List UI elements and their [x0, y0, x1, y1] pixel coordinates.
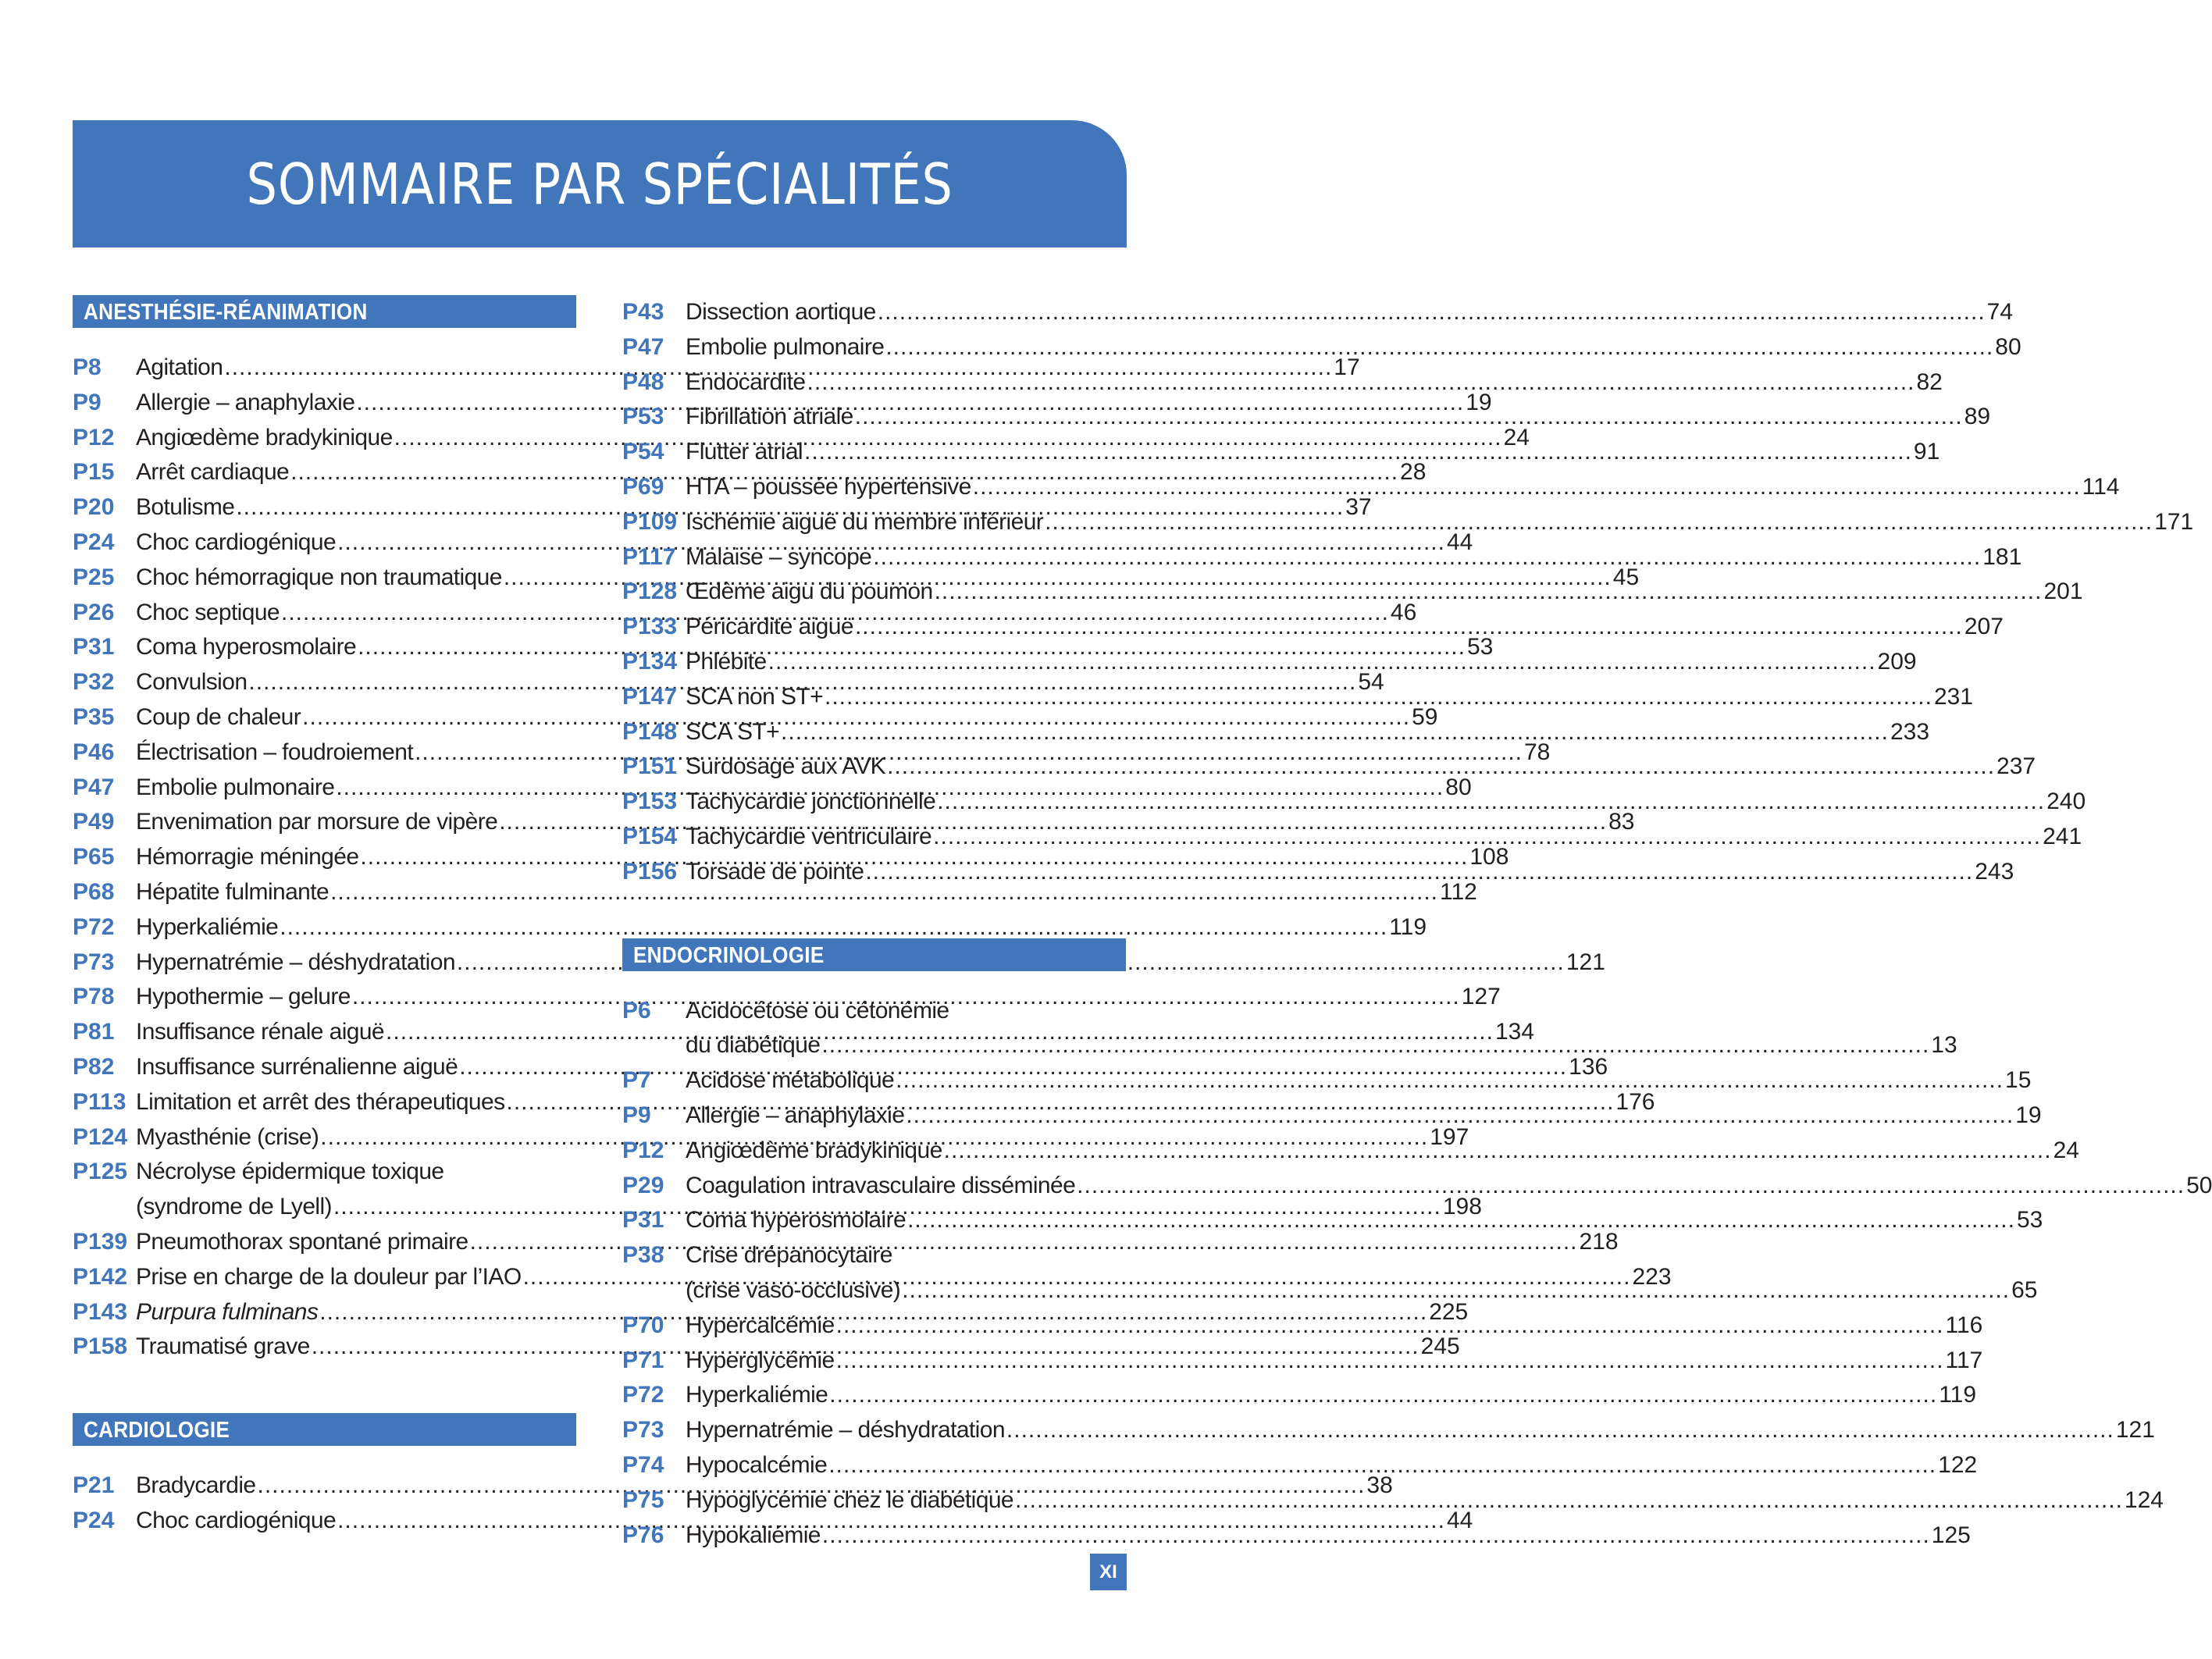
entry-page: 54 — [1358, 669, 1384, 696]
dot-leader — [825, 680, 1932, 715]
entry-title: Angiœdème bradykinique — [686, 1137, 942, 1163]
entry-code: P9 — [622, 1102, 651, 1128]
dot-leader — [822, 1518, 1930, 1554]
entry-title: (crise vaso-occlusive) — [686, 1276, 901, 1303]
dot-leader — [821, 1028, 1929, 1063]
entry-code: P142 — [73, 1263, 128, 1290]
page-number-badge: XI — [1090, 1554, 1127, 1590]
entry-code: P117 — [622, 543, 676, 570]
entry-code: P125 — [73, 1159, 128, 1185]
entry-title: Hypothermie – gelure — [136, 984, 351, 1010]
entry-body — [686, 1203, 2043, 1238]
entry-body — [686, 1308, 1982, 1344]
entry-title: SCA non ST+ — [686, 683, 824, 710]
entry-title: Choc hémorragique non traumatique — [136, 564, 502, 590]
entry-line — [686, 1483, 2164, 1518]
entry-title: Hépatite fulminante — [136, 878, 329, 905]
dot-leader — [1077, 1169, 2185, 1204]
entry-page: 19 — [2015, 1102, 2042, 1128]
entry-code: P68 — [73, 878, 115, 905]
entry-title: Choc septique — [136, 599, 280, 625]
entry-line — [686, 540, 2021, 575]
dot-leader — [1006, 1413, 2114, 1448]
entry-page: 15 — [2005, 1067, 2032, 1094]
entry-title: Purpura fulminans — [136, 1298, 319, 1325]
entry-code: P9 — [73, 389, 102, 415]
entry-title: Coma hyperosmolaire — [686, 1207, 907, 1234]
entry-line — [686, 575, 2083, 610]
entry-line — [686, 1134, 2079, 1169]
dot-leader — [768, 645, 1876, 680]
dot-leader — [1045, 505, 2153, 540]
entry-page: 207 — [1964, 614, 2004, 640]
toc-entry[interactable] — [622, 295, 2014, 330]
entry-code: P147 — [622, 683, 678, 710]
entry-body — [686, 400, 1990, 435]
entry-body — [686, 1448, 1977, 1483]
entry-page: 74 — [1986, 299, 2014, 325]
entry-title: Péricardite aiguë — [686, 614, 853, 640]
entry-title: Dissection aortique — [686, 299, 876, 325]
entry-line — [686, 1448, 1977, 1483]
entry-page: 80 — [1445, 774, 1472, 800]
entry-page: 201 — [2043, 579, 2083, 605]
entry-title: Hypoglycémie chez le diabétique — [686, 1486, 1013, 1513]
entry-body — [686, 749, 2036, 785]
entry-code: P65 — [73, 844, 115, 870]
entry-body — [686, 1378, 1976, 1413]
entry-page: 218 — [1579, 1228, 1619, 1255]
entry-body — [686, 820, 2082, 855]
entry-line — [686, 680, 1973, 715]
entry-body — [686, 330, 2021, 365]
entry-title-part: Nécrolyse épidermique toxique — [136, 1159, 444, 1185]
entry-title: Hémorragie méningée — [136, 844, 359, 870]
page-title: SOMMAIRE PAR SPÉCIALITÉS — [246, 151, 953, 217]
entry-code: P113 — [73, 1088, 126, 1115]
entry-title: Hypokaliémie — [686, 1522, 821, 1548]
entry-code: P81 — [73, 1019, 115, 1045]
entry-code: P38 — [622, 1242, 664, 1269]
entry-page: 119 — [1939, 1382, 1977, 1408]
entry-code: P8 — [73, 354, 102, 380]
entry-code: P29 — [622, 1172, 664, 1198]
entry-code: P69 — [622, 473, 664, 500]
section-heading — [73, 1413, 576, 1446]
entry-page: 59 — [1412, 703, 1438, 730]
entry-code: P82 — [73, 1053, 115, 1080]
entry-code: P24 — [73, 1507, 115, 1533]
entry-page: 89 — [1964, 404, 1991, 430]
entry-title: HTA – poussée hypertensive — [686, 473, 971, 500]
entry-body — [686, 575, 2083, 610]
entry-page: 82 — [1916, 368, 1943, 395]
entry-page: 127 — [1461, 984, 1501, 1010]
entry-page: 50 — [2186, 1172, 2212, 1198]
entry-line — [686, 505, 2193, 540]
entry-line — [686, 1308, 1982, 1344]
entry-code: P12 — [622, 1137, 664, 1163]
entry-body — [686, 610, 2004, 645]
entry-title-part: Acidocétose ou cétonémie — [686, 997, 949, 1024]
entry-line — [686, 1413, 2155, 1448]
entry-body — [686, 1098, 2042, 1134]
entry-line — [686, 365, 1943, 401]
entry-page: 209 — [1877, 648, 1917, 675]
entry-title: SCA ST+ — [686, 718, 780, 745]
entry-page: 119 — [1389, 913, 1427, 940]
entry-body — [686, 1518, 1971, 1554]
entry-title: Coma hyperosmolaire — [136, 634, 357, 660]
entry-line — [686, 715, 1929, 750]
entry-code: P6 — [622, 997, 651, 1024]
entry-title: Convulsion — [136, 669, 248, 696]
entry-page: 78 — [1524, 739, 1551, 765]
entry-page: 134 — [1494, 1019, 1535, 1045]
dot-leader — [887, 749, 1995, 785]
dot-leader — [865, 855, 1973, 890]
entry-line — [686, 610, 2004, 645]
dot-leader — [973, 470, 2081, 505]
entry-page: 44 — [1446, 1507, 1473, 1533]
entry-body — [686, 645, 1917, 680]
dot-leader — [885, 330, 1993, 365]
toc-entry[interactable] — [622, 330, 2021, 365]
toc-entry[interactable] — [622, 1169, 2212, 1204]
entry-code: P153 — [622, 789, 678, 815]
entry-body — [686, 295, 2013, 330]
entry-code: P21 — [73, 1472, 115, 1499]
entry-title: Flutter atrial — [686, 439, 803, 465]
entry-title: Œdème aigu du poumon — [686, 579, 933, 605]
dot-leader — [944, 1134, 2052, 1169]
entry-code: P47 — [622, 333, 664, 360]
section-heading-text: ANESTHÉSIE-RÉANIMATION — [84, 300, 368, 325]
dot-leader — [933, 820, 2041, 855]
entry-title: Tachycardie ventriculaire — [686, 823, 932, 849]
entry-code: P148 — [622, 718, 678, 745]
entry-page: 65 — [2011, 1276, 2038, 1303]
entry-title: du diabétique — [686, 1032, 821, 1059]
entry-code: P32 — [73, 669, 115, 696]
entry-page: 245 — [1420, 1333, 1460, 1360]
toc-entry[interactable] — [622, 1413, 2155, 1448]
entry-code: P76 — [622, 1522, 664, 1548]
entry-body — [686, 470, 2119, 505]
entry-page: 122 — [1938, 1451, 1978, 1478]
dot-leader — [829, 1378, 1937, 1413]
entry-title: Angiœdème bradykinique — [136, 424, 393, 450]
entry-title: Embolie pulmonaire — [136, 774, 335, 800]
entry-code: P74 — [622, 1451, 664, 1478]
entry-line — [686, 1344, 1982, 1379]
entry-code: P73 — [73, 949, 115, 975]
entry-title: Allergie – anaphylaxie — [686, 1102, 905, 1128]
entry-title: Coup de chaleur — [136, 703, 301, 730]
entry-page: 28 — [1400, 459, 1427, 486]
entry-title: Hypernatrémie – déshydratation — [136, 949, 455, 975]
entry-title: Botulisme — [136, 494, 235, 521]
entry-line — [686, 820, 2082, 855]
entry-page: 44 — [1446, 529, 1473, 555]
dot-leader — [807, 365, 1915, 401]
entry-code: P128 — [622, 579, 678, 605]
entry-page: 13 — [1931, 1032, 1957, 1059]
entry-body — [686, 505, 2193, 540]
toc-entry[interactable] — [73, 910, 1427, 945]
entry-code: P15 — [73, 459, 115, 486]
entry-line — [686, 1273, 2038, 1308]
entry-page: 121 — [1565, 949, 1605, 975]
entry-body — [686, 1238, 2038, 1308]
entry-line — [686, 1098, 2042, 1134]
entry-code: P71 — [622, 1347, 664, 1373]
entry-page: 112 — [1440, 878, 1477, 905]
entry-title: Myasthénie (crise) — [136, 1123, 319, 1150]
entry-line — [686, 470, 2119, 505]
entry-title: Torsade de pointe — [686, 858, 864, 885]
entry-body — [686, 1344, 1982, 1379]
entry-page: 197 — [1430, 1123, 1469, 1150]
entry-page: 114 — [2082, 473, 2120, 500]
entry-page: 181 — [1982, 543, 2022, 570]
entry-code: P47 — [73, 774, 115, 800]
entry-title: Limitation et arrêt des thérapeutiques — [136, 1088, 505, 1115]
entry-page: 237 — [1996, 753, 2036, 780]
dot-leader — [855, 400, 1963, 435]
entry-page: 38 — [1366, 1472, 1393, 1499]
entry-page: 37 — [1345, 494, 1372, 521]
entry-code: P72 — [622, 1382, 664, 1408]
entry-body — [686, 680, 1973, 715]
entry-title-line — [686, 994, 1957, 1029]
entry-page: 240 — [2046, 789, 2086, 815]
entry-code: P54 — [622, 439, 664, 465]
entry-line — [686, 330, 2021, 365]
entry-page: 243 — [1975, 858, 2014, 885]
section-heading — [73, 295, 576, 328]
entry-code: P78 — [73, 984, 115, 1010]
entry-title-line — [686, 1238, 2038, 1273]
entry-title: Fibrillation atriale — [686, 404, 853, 430]
entry-code: P26 — [73, 599, 115, 625]
entry-title: Malaise – syncope — [686, 543, 872, 570]
entry-line — [686, 1028, 1957, 1063]
entry-body — [686, 855, 2014, 890]
entry-title: Hypernatrémie – déshydratation — [686, 1417, 1005, 1444]
entry-page: 241 — [2043, 823, 2082, 849]
entry-body — [686, 1169, 2212, 1204]
entry-code: P24 — [73, 529, 115, 555]
entry-body — [686, 1134, 2079, 1169]
entry-page: 233 — [1890, 718, 1930, 745]
dot-leader — [935, 575, 2043, 610]
entry-page: 121 — [2115, 1417, 2155, 1444]
entry-page: 80 — [1995, 333, 2021, 360]
entry-code: P134 — [622, 648, 678, 675]
entry-title: Choc cardiogénique — [136, 529, 337, 555]
entry-line — [686, 400, 1990, 435]
entry-body — [686, 365, 1943, 401]
entry-page: 116 — [1945, 1312, 1983, 1338]
entry-line — [686, 1063, 2031, 1098]
dot-leader — [896, 1063, 2004, 1098]
entry-line — [686, 1518, 1971, 1554]
dot-leader — [828, 1448, 1936, 1483]
entry-line — [686, 435, 1940, 470]
entry-title: Électrisation – foudroiement — [136, 739, 414, 765]
entry-code: P53 — [622, 404, 664, 430]
entry-title: Coagulation intravasculaire disséminée — [686, 1172, 1076, 1198]
entry-title: Prise en charge de la douleur par l’IAO — [136, 1263, 522, 1290]
entry-code: P133 — [622, 614, 678, 640]
section-heading-text: CARDIOLOGIE — [84, 1418, 230, 1444]
dot-leader — [878, 295, 1986, 330]
entry-line — [686, 785, 2086, 820]
entry-code: P158 — [73, 1333, 128, 1360]
entry-code: P31 — [622, 1207, 664, 1234]
toc-entry[interactable] — [622, 1448, 1978, 1483]
entry-page: 198 — [1442, 1194, 1482, 1220]
entry-code: P48 — [622, 368, 664, 395]
entry-title: Embolie pulmonaire — [686, 333, 885, 360]
entry-code: P12 — [73, 424, 115, 450]
toc-entry[interactable] — [73, 875, 1477, 910]
entry-title: Bradycardie — [136, 1472, 256, 1499]
entry-title: Hypercalcémie — [686, 1312, 835, 1338]
dot-leader — [873, 540, 1981, 575]
entry-line — [686, 855, 2014, 890]
entry-code: P7 — [622, 1067, 651, 1094]
entry-title: Acidose métabolique — [686, 1067, 895, 1094]
entry-code: P154 — [622, 823, 678, 849]
entry-page: 91 — [1913, 439, 1940, 465]
entry-title: Insuffisance rénale aiguë — [136, 1019, 385, 1045]
entry-code: P72 — [73, 913, 115, 940]
toc-entry[interactable] — [622, 1378, 1977, 1413]
entry-line — [686, 1203, 2043, 1238]
entry-page: 53 — [1466, 634, 1494, 660]
entry-title: Insuffisance surrénalienne aiguë — [136, 1053, 458, 1080]
entry-page: 108 — [1469, 844, 1509, 870]
dot-leader — [855, 610, 1963, 645]
entry-page: 17 — [1334, 354, 1360, 380]
dot-leader — [804, 435, 1912, 470]
entry-title-part: Crise drépanocytaire — [686, 1242, 892, 1269]
dot-leader — [781, 715, 1889, 750]
entry-body — [686, 1413, 2155, 1448]
entry-code: P49 — [73, 809, 115, 835]
entry-body — [686, 1063, 2031, 1098]
entry-line — [686, 645, 1917, 680]
entry-title: Endocardite — [686, 368, 806, 395]
entry-body — [686, 715, 1929, 750]
entry-body — [686, 540, 2021, 575]
entry-body — [686, 1483, 2164, 1518]
entry-page: 176 — [1615, 1088, 1655, 1115]
entry-title: Phlébite — [686, 648, 767, 675]
entry-line — [686, 1378, 1976, 1413]
entry-page: 171 — [2154, 508, 2194, 535]
entry-page: 231 — [1933, 683, 1973, 710]
dot-leader — [1015, 1483, 2123, 1518]
entry-page: 83 — [1608, 809, 1635, 835]
entry-title: Choc cardiogénique — [136, 1507, 337, 1533]
entry-page: 125 — [1931, 1522, 1971, 1548]
entry-code: P109 — [622, 508, 678, 535]
entry-line — [686, 295, 2013, 330]
entry-code: P73 — [622, 1417, 664, 1444]
section-heading-text: ENDOCRINOLOGIE — [633, 942, 825, 968]
entry-page: 24 — [2053, 1137, 2079, 1163]
entry-body — [686, 785, 2086, 820]
entry-code: P75 — [622, 1486, 664, 1513]
entry-title: Pneumothorax spontané primaire — [136, 1228, 468, 1255]
title-banner — [73, 120, 1127, 247]
dot-leader — [906, 1098, 2014, 1134]
entry-line — [686, 1169, 2212, 1204]
dot-leader — [937, 785, 2045, 820]
entry-code: P20 — [73, 494, 115, 521]
entry-code: P143 — [73, 1298, 128, 1325]
entry-page: 45 — [1612, 564, 1640, 590]
dot-leader — [836, 1308, 1944, 1344]
entry-code: P124 — [73, 1123, 128, 1150]
entry-title: Allergie – anaphylaxie — [136, 389, 355, 415]
entry-title: Ischémie aiguë du membre inférieur — [686, 508, 1044, 535]
entry-code: P25 — [73, 564, 115, 590]
entry-line — [686, 749, 2036, 785]
entry-page: 53 — [2016, 1207, 2043, 1234]
entry-title: Envenimation par morsure de vipère — [136, 809, 498, 835]
entry-body — [686, 435, 1940, 470]
entry-page: 46 — [1390, 599, 1417, 625]
entry-title: Surdosage aux AVK — [686, 753, 886, 780]
entry-page: 223 — [1632, 1263, 1672, 1290]
entry-page: 19 — [1466, 389, 1492, 415]
dot-leader — [836, 1344, 1944, 1379]
section-heading — [622, 938, 1126, 971]
dot-leader — [902, 1273, 2010, 1308]
entry-page: 24 — [1503, 424, 1530, 450]
entry-title: Agitation — [136, 354, 223, 380]
entry-title: Hyperkaliémie — [136, 913, 279, 940]
entry-code: P31 — [73, 634, 115, 660]
entry-title: Hypocalcémie — [686, 1451, 828, 1478]
entry-body — [686, 994, 1957, 1064]
entry-title: Traumatisé grave — [136, 1333, 310, 1360]
entry-title: (syndrome de Lyell) — [136, 1194, 332, 1220]
entry-title: Hyperglycémie — [686, 1347, 835, 1373]
entry-code: P46 — [73, 739, 115, 765]
entry-code: P139 — [73, 1228, 128, 1255]
entry-page: 117 — [1945, 1347, 1983, 1373]
entry-title: Tachycardie jonctionnelle — [686, 789, 936, 815]
entry-code: P151 — [622, 753, 678, 780]
entry-page: 225 — [1429, 1298, 1469, 1325]
dot-leader — [907, 1203, 2015, 1238]
entry-title: Hyperkaliémie — [686, 1382, 828, 1408]
entry-code: P70 — [622, 1312, 664, 1338]
entry-title: Arrêt cardiaque — [136, 459, 290, 486]
entry-code: P43 — [622, 299, 664, 325]
entry-page: 124 — [2124, 1486, 2164, 1513]
entry-page: 136 — [1569, 1053, 1608, 1080]
entry-code: P156 — [622, 858, 678, 885]
entry-code: P35 — [73, 703, 115, 730]
